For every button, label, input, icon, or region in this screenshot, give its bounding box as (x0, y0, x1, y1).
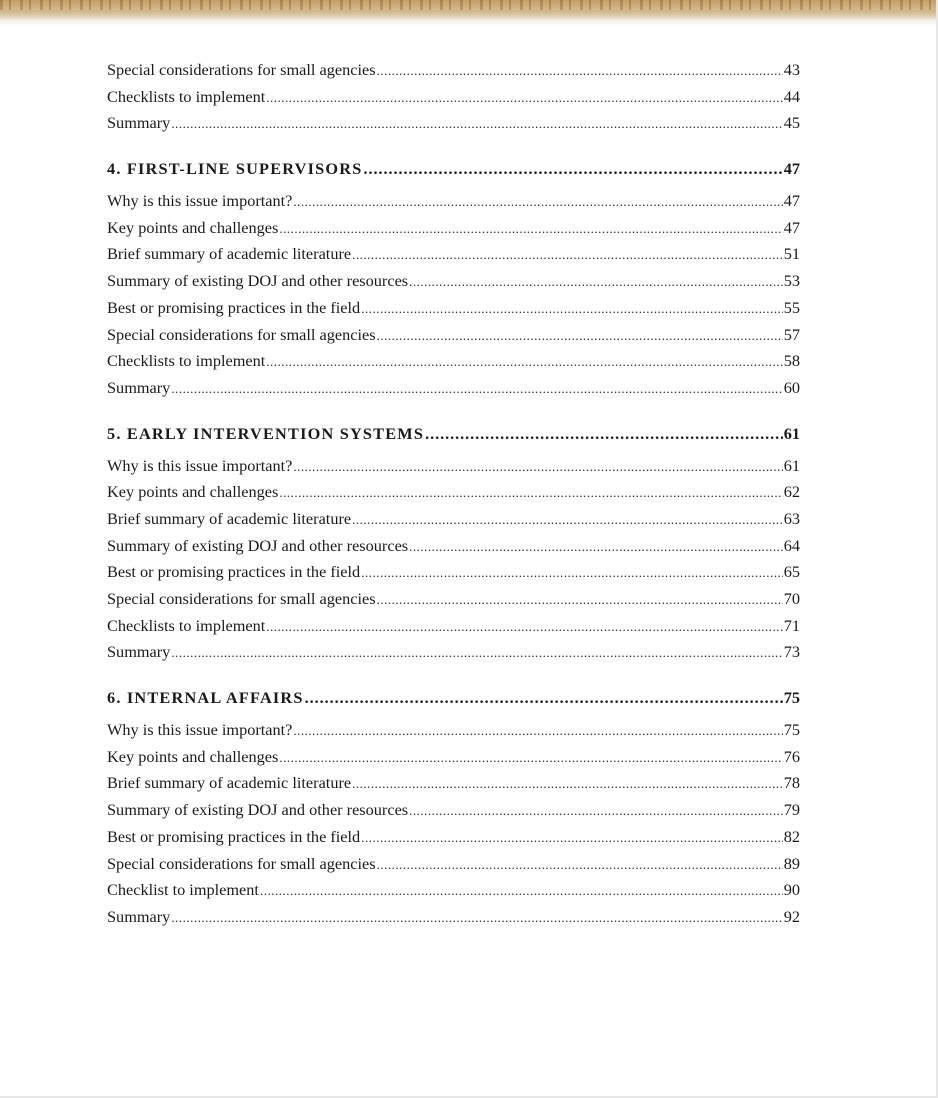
toc-entry-label: Summary (107, 113, 171, 133)
table-of-contents (107, 57, 800, 931)
dot-leader (361, 560, 783, 587)
toc-entry[interactable] (107, 348, 800, 375)
dot-leader (266, 614, 782, 641)
toc-page-number: 70 (783, 589, 800, 608)
dot-leader (266, 349, 782, 376)
toc-page-number: 55 (783, 297, 800, 317)
dot-leader (305, 686, 783, 712)
toc-entry[interactable] (107, 322, 800, 349)
dot-leader (409, 798, 783, 825)
toc-page-number: 92 (783, 906, 800, 926)
toc-entry[interactable] (107, 613, 800, 640)
dot-leader (377, 587, 783, 614)
toc-entry-label: Special considerations for small agencies (107, 589, 376, 608)
dot-leader (171, 376, 782, 403)
toc-page-number: 79 (783, 800, 800, 820)
dot-leader (266, 85, 782, 112)
toc-page-number: 63 (783, 508, 800, 528)
toc-entry-label: Key points and challenges (107, 746, 279, 766)
toc-entry[interactable] (107, 639, 800, 666)
toc-page-number: 62 (783, 482, 800, 502)
toc-entry[interactable] (107, 268, 800, 295)
toc-entry-label: Key points and challenges (107, 482, 279, 502)
toc-entry-label: Brief summary of academic literature (107, 508, 352, 528)
dot-leader (409, 269, 783, 296)
toc-entry-label: Checklists to implement (107, 86, 266, 106)
dot-leader (293, 454, 782, 481)
toc-entry-label: Why is this issue important? (107, 455, 293, 475)
toc-entry[interactable] (107, 453, 800, 480)
toc-page-number: 75 (783, 688, 800, 708)
dot-leader (377, 323, 783, 350)
toc-section-heading[interactable] (107, 685, 800, 717)
toc-entry[interactable] (107, 904, 800, 931)
toc-entry-label: Summary of existing DOJ and other resources (107, 271, 409, 291)
dot-leader (361, 825, 783, 852)
dot-leader (279, 480, 782, 507)
toc-entry-label: 4. FIRST-LINE SUPERVISORS (107, 159, 363, 179)
dot-leader (260, 878, 783, 905)
toc-page-number: 53 (783, 271, 800, 291)
toc-entry[interactable] (107, 770, 800, 797)
toc-entry-label: 5. EARLY INTERVENTION SYSTEMS (107, 423, 425, 443)
toc-page-number: 61 (783, 455, 800, 475)
toc-entry-label: Special considerations for small agencies (107, 324, 376, 344)
toc-entry-label: Checklists to implement (107, 351, 266, 371)
toc-entry-label: Brief summary of academic literature (107, 773, 352, 793)
dot-leader (377, 852, 783, 879)
toc-page-number: 64 (783, 535, 800, 555)
toc-entry[interactable] (107, 533, 800, 560)
toc-entry-label: Best or promising practices in the field (107, 562, 361, 582)
toc-page-number: 43 (783, 60, 800, 79)
dot-leader (425, 422, 783, 448)
toc-page-number: 47 (783, 191, 800, 211)
toc-entry-label: Summary (107, 642, 171, 662)
dot-leader (293, 718, 782, 745)
dot-leader (361, 296, 783, 323)
toc-entry[interactable] (107, 824, 800, 851)
toc-entry-label: Summary (107, 377, 171, 397)
dot-leader (279, 216, 782, 243)
toc-entry-label: Summary of existing DOJ and other resources (107, 800, 409, 820)
toc-entry-label: Special considerations for small agencies (107, 60, 376, 79)
toc-entry[interactable] (107, 506, 800, 533)
toc-entry[interactable] (107, 241, 800, 268)
toc-page-number: 75 (783, 720, 800, 740)
dot-leader (279, 745, 782, 772)
toc-entry[interactable] (107, 559, 800, 586)
toc-page-number: 61 (783, 423, 800, 443)
toc-entry-label: Checklists to implement (107, 615, 266, 635)
toc-page-number: 47 (783, 217, 800, 237)
toc-entry[interactable] (107, 215, 800, 242)
toc-page-number: 45 (783, 113, 800, 133)
toc-entry[interactable] (107, 586, 800, 613)
toc-entry[interactable] (107, 375, 800, 402)
toc-entry[interactable] (107, 110, 800, 137)
toc-section-heading[interactable] (107, 156, 800, 188)
toc-page-number: 44 (783, 86, 800, 106)
dot-leader (293, 189, 782, 216)
toc-section-heading[interactable] (107, 421, 800, 453)
toc-entry-label: Summary (107, 906, 171, 926)
toc-entry-label: Summary of existing DOJ and other resources (107, 535, 409, 555)
toc-entry[interactable] (107, 479, 800, 506)
toc-entry[interactable] (107, 851, 800, 878)
toc-entry[interactable] (107, 744, 800, 771)
toc-page-number: 73 (783, 642, 800, 662)
dot-leader (171, 111, 782, 138)
toc-entry[interactable] (107, 877, 800, 904)
dot-leader (352, 771, 783, 798)
toc-entry-label: Best or promising practices in the field (107, 826, 361, 846)
toc-page-number: 57 (783, 324, 800, 344)
toc-page-number: 89 (783, 853, 800, 873)
toc-page-number: 78 (783, 773, 800, 793)
toc-entry-label: Why is this issue important? (107, 720, 293, 740)
dot-leader (363, 157, 782, 183)
toc-page-number: 71 (783, 615, 800, 635)
toc-entry-label: Brief summary of academic literature (107, 244, 352, 264)
toc-page-number: 60 (783, 377, 800, 397)
dot-leader (171, 905, 782, 932)
toc-entry-label: Checklist to implement (107, 880, 259, 900)
toc-entry-label: Key points and challenges (107, 217, 279, 237)
toc-entry[interactable] (107, 295, 800, 322)
dot-leader (409, 534, 783, 561)
toc-entry-label: Special considerations for small agencies (107, 853, 376, 873)
toc-entry[interactable] (107, 57, 800, 84)
toc-entry[interactable] (107, 188, 800, 215)
header-banner-image (0, 0, 938, 26)
dot-leader (171, 640, 782, 667)
toc-page-number: 47 (783, 159, 800, 179)
toc-entry-label: Why is this issue important? (107, 191, 293, 211)
toc-entry-label: Best or promising practices in the field (107, 297, 361, 317)
toc-entry[interactable] (107, 717, 800, 744)
toc-page-number: 90 (783, 880, 800, 900)
toc-page-number: 65 (783, 562, 800, 582)
toc-page-number: 82 (783, 826, 800, 846)
toc-entry[interactable] (107, 797, 800, 824)
toc-page-number: 76 (783, 746, 800, 766)
toc-entry[interactable] (107, 84, 800, 111)
dot-leader (352, 242, 783, 269)
toc-entry-label: 6. INTERNAL AFFAIRS (107, 688, 304, 708)
dot-leader (352, 507, 783, 534)
dot-leader (377, 58, 783, 85)
toc-page-number: 58 (783, 351, 800, 371)
toc-page-number: 51 (783, 244, 800, 264)
